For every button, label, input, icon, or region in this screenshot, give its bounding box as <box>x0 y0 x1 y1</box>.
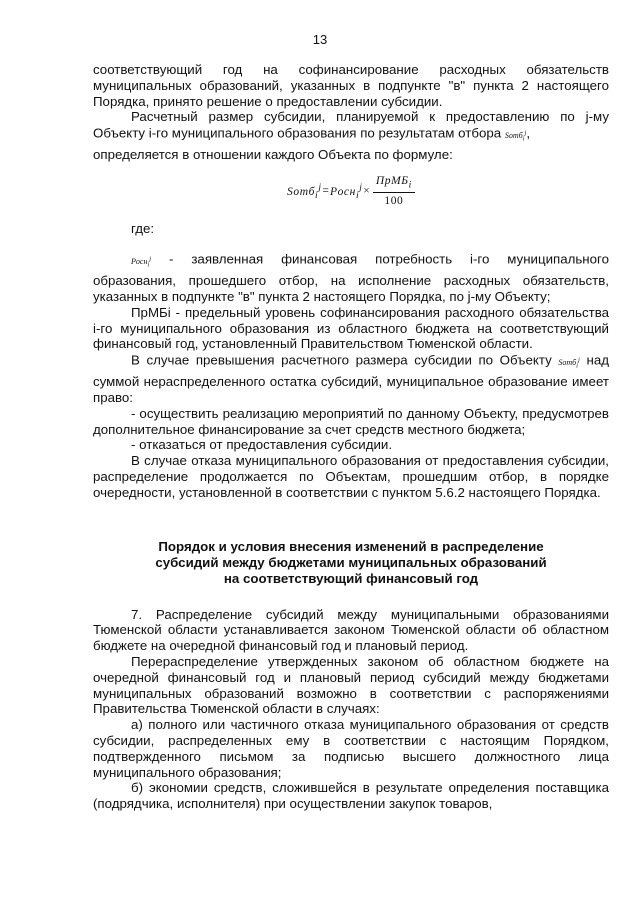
list-item-a: а) полного или частичного отказа муниципального образования от средств субсидии, распределенных ему в соответствии с настоящим Порядком, подтвержденного письмом за подписью высшего должностного лица муниципального образования; <box>93 717 609 780</box>
definition-p-osn: Pосн$_i^j$ - заявленная финансовая потребность i-го муниципального образования, прошедшего отбор, на исполнение расходных обязательств, указанных в подпункте "в" пункта 2 настоящего Порядка, по j-му Объекту; <box>93 251 609 304</box>
formula-equals: = <box>321 185 330 198</box>
page-number: 13 <box>312 32 328 47</box>
formula-lhs: Sотб$_i^j$ <box>287 181 322 201</box>
formula-denominator: 100 <box>384 195 404 208</box>
symbol-s-otb: Sотб$_i^j$ <box>558 356 580 370</box>
formula <box>93 175 609 207</box>
paragraph-refusal: В случае отказа муниципального образования от предоставления субсидии, распределение продолжается по Объектам, прошедшим отбор, в порядке очередности, установленной в соответствии с пунктом 5.6.2 настоящего Порядка. <box>93 453 609 500</box>
where-label: где: <box>131 221 155 237</box>
formula-numerator: ПрМБ$_i$ <box>373 175 415 193</box>
paragraph-excess: В случае превышения расчетного размера субсидии по Объекту Sотб$_i^j$ над суммой нераспределенного остатка субсидий, муниципальное образование имеет право: <box>93 352 609 405</box>
paragraph-continuation: соответствующий год на софинансирование расходных обязательств муниципальных образований, указанных в подпункте "в" пункта 2 настоящего Порядка, принято решение о предоставлении субсидии. <box>93 62 609 109</box>
formula-p-osn: Pосн$_i^j$ <box>329 181 363 201</box>
document-body <box>93 62 609 812</box>
definition-prmb: ПрМБi - предельный уровень софинансирования расходного обязательства i-го муниципального образования из областного бюджета на соответствующий финансовый год, установленный Правительством Тюменской области. <box>93 304 609 352</box>
paragraph-redistribution: Перераспределение утвержденных законом об областном бюджете на очередной финансовый год и плановый период субсидий между бюджетами муниципальных образований возможно в соответствии с распоряжениями Правительства Тюменской области в случаях: <box>93 653 609 717</box>
paragraph-7: 7. Распределение субсидий между муниципальными образованиями Тюменской области устанавливается законом Тюменской области об областном бюджете на очередной финансовый год и плановый период. <box>93 606 609 654</box>
paragraph-text: Расчетный размер субсидии, планируемой к предоставлению по j-му Объекту i-го муниципального образования по результатам отбора <box>93 109 609 141</box>
symbol-p-osn: Pосн$_i^j$ <box>131 255 152 269</box>
bullet-item: - осуществить реализацию мероприятий по данному Объекту, предусмотрев дополнительное финансирование за счет средств местного бюджета; <box>93 405 609 437</box>
formula-fraction <box>373 175 415 207</box>
list-item-b: б) экономии средств, сложившейся в результате определения поставщика (подрядчика, исполнителя) при осуществлении закупок товаров, <box>93 780 609 812</box>
symbol-s-otb: Sотб$_i^j$ <box>504 129 527 143</box>
bullet-item: - отказаться от предоставления субсидии. <box>131 437 393 453</box>
paragraph-calculated-subsidy: Расчетный размер субсидии, планируемой к предоставлению по j-му Объекту i-го муниципального образования по результатам отбора Sотб$_i^j$, <box>93 109 609 143</box>
formula-times: × <box>362 185 371 198</box>
section-heading: Порядок и условия внесения изменений в распределение субсидий между бюджетами муниципальных образований на соответствующий финансовый год <box>155 538 547 586</box>
paragraph-formula-intro: определяется в отношении каждого Объекта по формуле: <box>93 147 453 163</box>
